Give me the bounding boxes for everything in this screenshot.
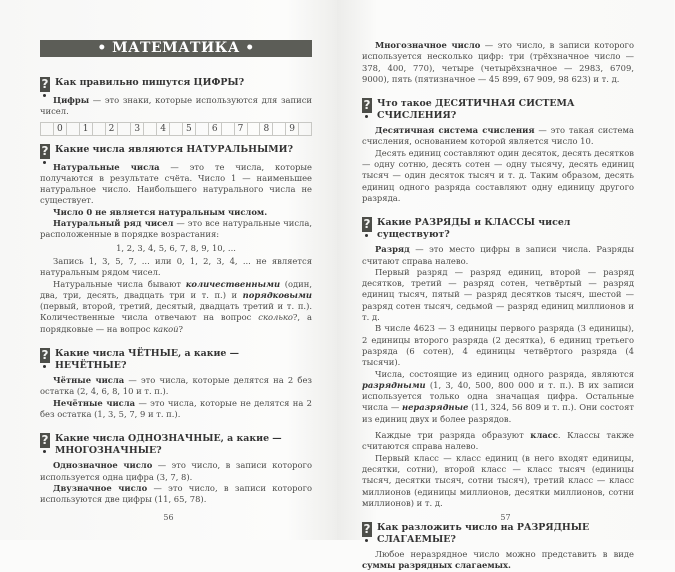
section-banner: • МАТЕМАТИКА • — [40, 40, 312, 57]
digit-cell — [118, 123, 131, 135]
question-text: Как разложить число на РАЗРЯДНЫЕ СЛАГАЕМЫЕ? — [377, 522, 590, 546]
paragraph: Первый класс — класс единиц (в него входят единицы, десятки, сотни), второй класс — класс тысяч (единицы тысяч, десятки тысяч, сотни тысяч), третий класс — класс миллионов (единицы миллионов, десятки миллионов, сотни миллионов) и т. д. — [362, 452, 634, 508]
question-heading — [362, 98, 634, 122]
definition: — это число, в записи которого используется несколько цифр: три (трёхзначное число — 378, 400, 770), четыре (четырёхзначное — 2983, 6709, 9000), пять (пятизначное — 45 899, 67 909, 98 623) и т. д. — [362, 40, 634, 84]
term: Чётные числа — [53, 375, 125, 386]
definition: — это число, в записи которого используются две цифры (11, 65, 78). — [40, 482, 312, 505]
term: Натуральные числа — [53, 161, 160, 172]
left-page — [0, 0, 337, 540]
digit-cell: 0 — [54, 123, 67, 135]
question-text: Что такое ДЕСЯТИЧНАЯ СИСТЕМА СЧИСЛЕНИЯ? — [377, 98, 575, 122]
term: Десятичная система счисления — [375, 125, 535, 136]
paragraph: В числе 4623 — 3 единицы первого разряда (3 единицы), 2 единицы второго разряда (2 десятка), 6 единиц третьего разряда (6 сотен), 4 единицы четвёртого разряда (4 тысячи). — [362, 323, 634, 368]
digit-cell — [248, 123, 261, 135]
digit-cell: 6 — [209, 123, 222, 135]
digit-cell: 1 — [80, 123, 93, 135]
rule: Число 0 не является натуральным числом. — [53, 206, 268, 217]
text: Числа, состоящие из единиц одного разряда, являются — [375, 368, 634, 379]
term: класс — [530, 430, 558, 441]
digit-cell — [67, 123, 80, 135]
paragraph — [40, 460, 312, 483]
definition: — это те числа, которые получаются в результате счёта. Число 1 — наименьшее натуральное число. Наибольшего натурального числа не существует. — [40, 161, 312, 206]
emphasis: какой — [153, 323, 179, 334]
digit-cell: 8 — [260, 123, 273, 135]
question-mark-icon: ? — [41, 143, 49, 158]
page-number: 56 — [163, 513, 174, 522]
page-number: 57 — [500, 513, 511, 522]
digit-cell: 3 — [131, 123, 144, 135]
paragraph — [40, 375, 312, 398]
number-sequence: 1, 2, 3, 4, 5, 6, 7, 8, 9, 10, ... — [116, 242, 236, 253]
digit-cell — [273, 123, 286, 135]
definition: — это место цифры в записи числа. Разряды считают справа налево. — [362, 244, 634, 266]
text: ?, а порядковые — на вопрос — [40, 312, 312, 334]
question-mark-icon: ? — [41, 77, 49, 91]
digit-cell — [41, 123, 54, 135]
definition: — это знаки, которые используются для записи чисел. — [40, 95, 312, 117]
text: Любое неразрядное число можно представить в виде — [375, 549, 634, 560]
left-page-content — [40, 40, 312, 505]
term: Нечётные числа — [53, 397, 136, 408]
digit-cell: 9 — [286, 123, 299, 135]
question-text: Какие РАЗРЯДЫ и КЛАССЫ чисел существуют? — [377, 217, 571, 241]
paragraph: Десять единиц составляют один десяток, десять десятков — одну сотню, десять сотен — одну тысячу, десять единиц тысяч — один десяток тысяч и т. д. Таким образом, десять единиц одного разряда составляют одну единицу другого разряда. — [362, 147, 634, 203]
paragraph — [40, 162, 312, 207]
definition: — это число, в записи которого используется одна цифра (3, 7, 8). — [40, 460, 312, 482]
text: (1, 3, 40, 500, 800 000 и т. п.). В их записи используется только одна значащая цифра. Остальные числа — — [362, 379, 634, 413]
digits-table — [40, 122, 312, 136]
definition: — это числа, которые не делятся на 2 без остатка (1, 3, 5, 7, 9 и т. п.). — [40, 397, 312, 419]
digit-cell — [222, 123, 235, 135]
question-mark-icon: ? — [363, 522, 371, 537]
text: . Классы также считаются справа налево. — [362, 430, 634, 452]
term: неразрядные — [401, 402, 469, 413]
emphasis: сколько — [258, 312, 293, 323]
term: Цифры — [53, 95, 90, 105]
digit-cell — [93, 123, 106, 135]
paragraph — [362, 244, 634, 267]
digit-cell — [170, 123, 183, 135]
paragraph — [40, 207, 312, 218]
digit-cell: 7 — [235, 123, 248, 135]
question-heading — [362, 522, 634, 546]
text: ? — [178, 323, 184, 334]
term: порядковыми — [242, 289, 312, 300]
paragraph — [362, 369, 634, 425]
digit-cell — [144, 123, 157, 135]
digit-cell: 2 — [106, 123, 119, 135]
text: (11, 324, 56 809 и т. п.). Они состоят из единиц двух и более разрядов. — [362, 402, 634, 424]
digit-cell: 5 — [183, 123, 196, 135]
paragraph — [40, 279, 312, 335]
paragraph — [40, 398, 312, 421]
right-page-content — [362, 40, 634, 572]
term: Многозначное число — [375, 40, 481, 50]
question-text: Как правильно пишутся ЦИФРЫ? — [55, 77, 245, 88]
paragraph — [362, 125, 634, 148]
paragraph — [362, 430, 634, 453]
question-mark-icon: ? — [41, 433, 49, 448]
definition: — это такая система счисления, основанием которой является число 10. — [362, 125, 634, 147]
term: Двузначное число — [53, 482, 148, 493]
text: Каждые три разряда образуют — [375, 430, 531, 441]
question-text: Какие числа являются НАТУРАЛЬНЫМИ? — [55, 143, 293, 155]
term: Натуральный ряд чисел — [53, 218, 174, 229]
paragraph: Запись 1, 3, 5, 7, ... или 0, 1, 2, 3, 4, ... не является натуральным рядом чисел. — [40, 255, 312, 278]
paragraph — [362, 40, 634, 85]
paragraph — [40, 218, 312, 241]
right-page — [337, 0, 674, 571]
term: количественными — [185, 278, 281, 289]
paragraph — [362, 549, 634, 572]
paragraph — [40, 483, 312, 506]
paragraph — [40, 95, 312, 118]
question-heading — [40, 77, 312, 92]
question-text: Какие числа ОДНОЗНАЧНЫЕ, а какие — МНОГОЗНАЧНЫЕ? — [55, 433, 282, 457]
term: Разряд — [375, 244, 410, 255]
term: Однозначное число — [53, 460, 153, 471]
question-heading — [40, 348, 312, 372]
term: разрядными — [362, 379, 426, 390]
question-heading — [40, 433, 312, 457]
question-text: Какие числа ЧЁТНЫЕ, а какие — НЕЧЁТНЫЕ? — [55, 348, 240, 372]
text: (первый, второй, третий, десятый, двадцать третий и т. п.). Количественные числа отвечают на вопрос — [40, 301, 312, 323]
question-mark-icon: ? — [41, 348, 49, 363]
digit-cell: 4 — [157, 123, 170, 135]
question-mark-icon: ? — [363, 98, 371, 113]
paragraph: Первый разряд — разряд единиц, второй — разряд десятков, третий — разряд сотен, четвёртый — разряд единиц тысяч, пятый — разряд десятков тысяч, шестой — разряд сотен тысяч, седьмой — разряд единиц миллионов и т. д. — [362, 266, 634, 323]
question-heading — [40, 144, 312, 159]
question-heading — [362, 217, 634, 241]
term: суммы разрядных слагаемых. — [362, 560, 511, 571]
text: Натуральные числа бывают — [53, 278, 186, 289]
definition: — это все натуральные числа, расположенные в порядке возрастания: — [40, 218, 312, 240]
question-mark-icon: ? — [363, 217, 371, 232]
digit-cell — [196, 123, 209, 135]
digit-cell — [299, 123, 311, 135]
definition: — это числа, которые делятся на 2 без остатка (2, 4, 6, 8, 10 и т. п.). — [40, 375, 312, 397]
text: (один, два, три, десять, двадцать три и т. п.) и — [40, 278, 312, 300]
